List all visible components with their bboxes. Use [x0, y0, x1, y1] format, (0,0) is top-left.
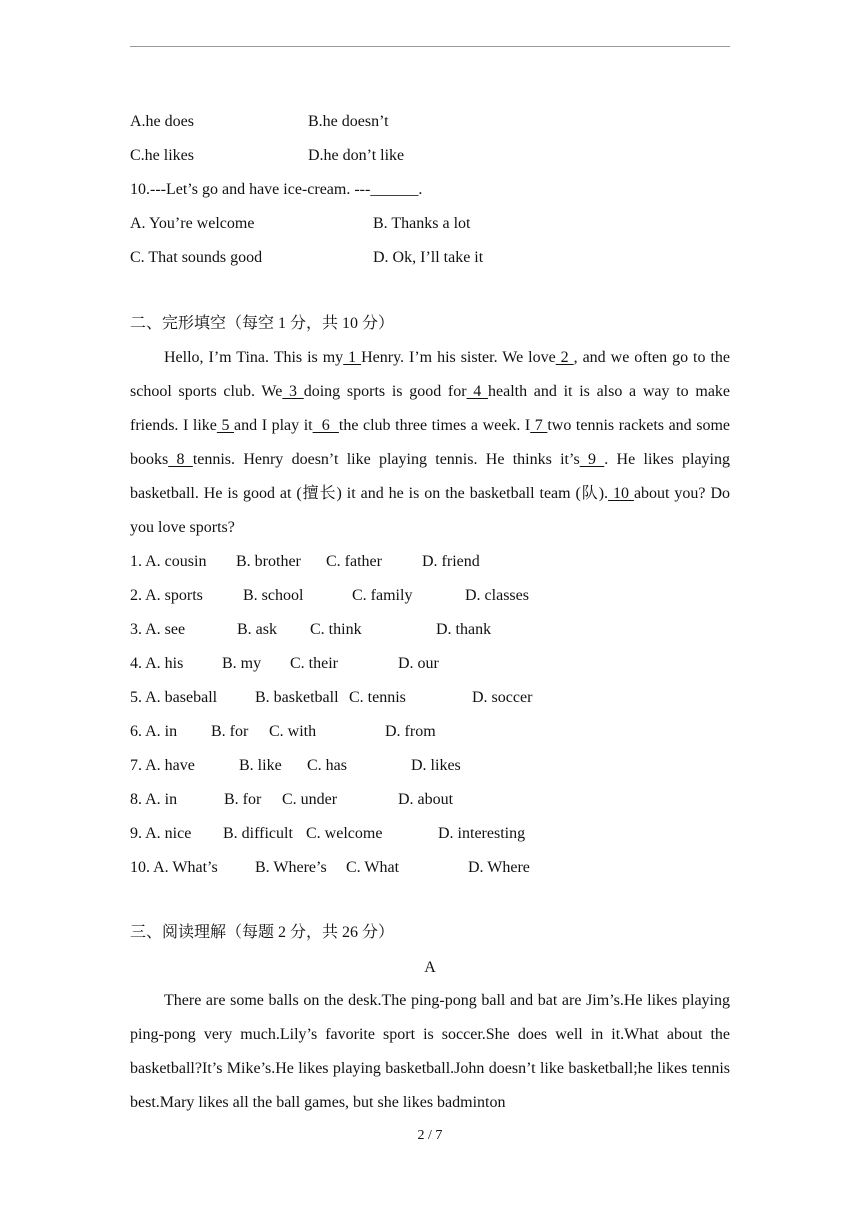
q10-stem: 10.---Let’s go and have ice-cream. ---______. — [130, 181, 423, 198]
blank-10: 10 — [608, 484, 634, 502]
section-heading-cloze: 二、完形填空（每空 1 分，共 10 分） — [130, 315, 395, 332]
option-c: C.he likes — [130, 147, 194, 164]
blank-7: 7 — [530, 416, 548, 434]
blank-3: 3 — [282, 382, 304, 400]
header-rule — [130, 46, 730, 47]
reading-passage: There are some balls on the desk.The ping-pong ball and bat are Jim’s.He likes playing ping-pong very much.Lily’s favorite sport is soccer.She does well in it.What about the basketball?It’s Mike’s.He likes playing basketball.John doesn’t like basketball;he likes tennis best.Mary likes all the ball games, but she likes badminton — [130, 992, 730, 1111]
blank-1: 1 — [343, 349, 362, 366]
blank-4: 4 — [466, 382, 488, 400]
blank-8: 8 — [168, 450, 193, 468]
cloze-passage: Hello, I’m Tina. This is my 1 Henry. I’m his sister. We love 2 , and we often go to the school sports club. We 3 doing sports is good for 4 health and it is also a way to make friends. I like 5 and I play it 6 the club three times a week. I 7 two tennis rackets and some books 8 tennis. Henry doesn’t like playing tennis. He thinks it’s 9 . He likes playing basketball. He is good at (擅长) it and he is on the basketball team (队). 10 about you? Do you love sports? — [130, 349, 731, 536]
section-heading-reading: 三、阅读理解（每题 2 分，共 26 分） — [130, 924, 395, 941]
page-number: 2 / 7 — [417, 1128, 443, 1143]
blank-2: 2 — [555, 349, 574, 366]
option-d: D. Ok, I’ll take it — [373, 249, 484, 266]
blank-9: 9 — [579, 450, 605, 468]
option-d: D.he don’t like — [308, 147, 405, 164]
option-b: B. Thanks a lot — [373, 215, 471, 232]
option-b: B.he doesn’t — [308, 113, 389, 130]
blank-6: 6 — [312, 416, 339, 434]
blank-5: 5 — [216, 416, 235, 434]
option-c: C. That sounds good — [130, 249, 263, 266]
passage-label: A — [424, 959, 436, 976]
option-a: A.he does — [130, 113, 194, 130]
option-a: A. You’re welcome — [130, 215, 255, 232]
